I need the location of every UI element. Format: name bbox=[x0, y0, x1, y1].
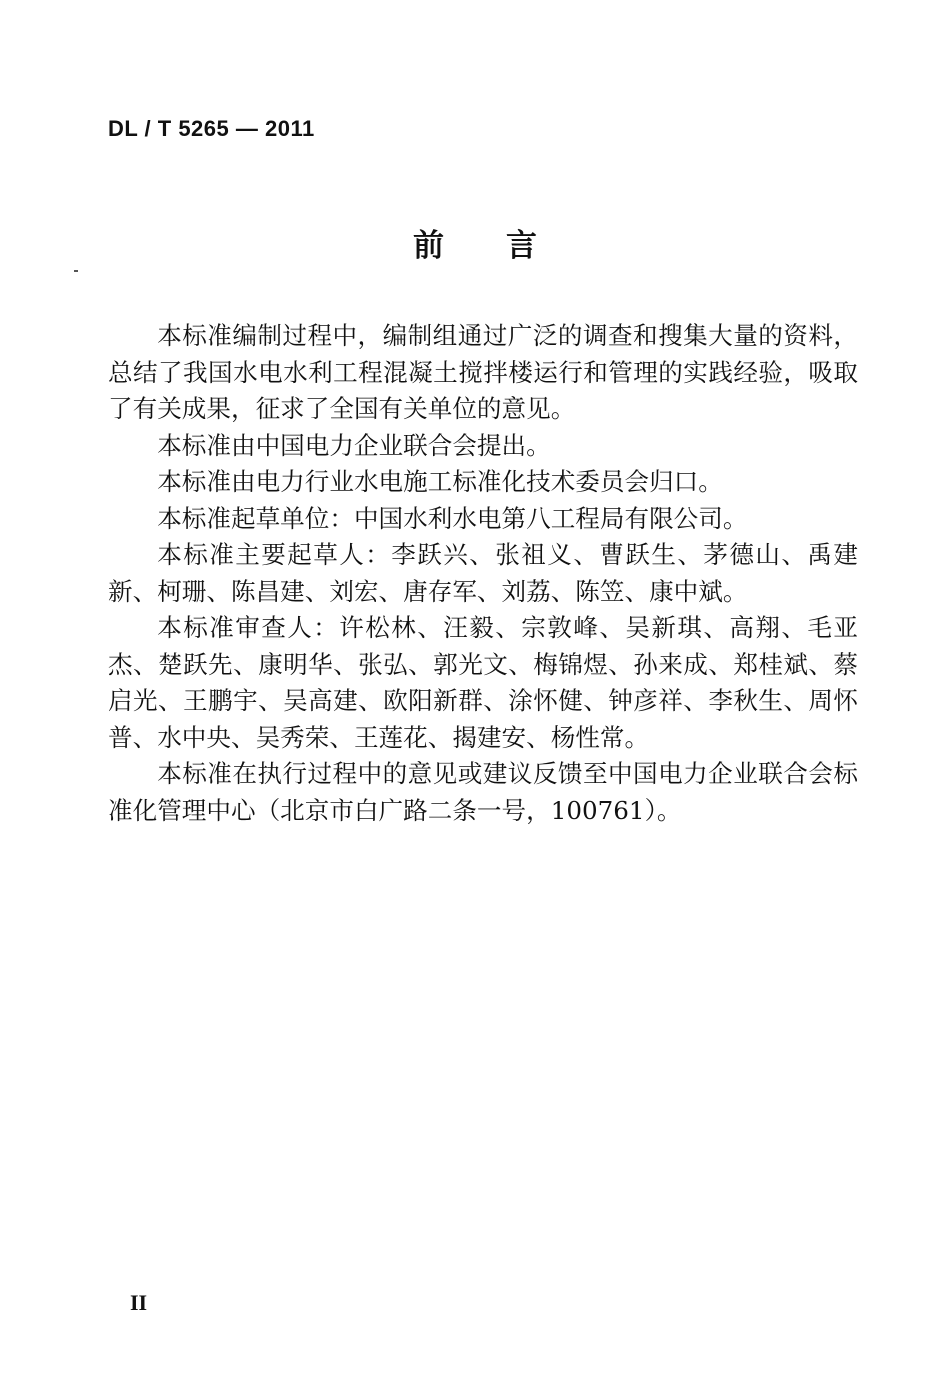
scan-speck bbox=[74, 270, 78, 272]
paragraph-reviewers: 本标准审查人：许松林、汪毅、宗敦峰、吴新琪、高翔、毛亚杰、楚跃先、康明华、张弘、郭光文、梅锦煜、孙来成、郑桂斌、蔡启光、王鹏宇、吴高建、欧阳新群、涂怀健、钟彦祥、李秋生、周怀普、水中央、吴秀荣、王莲花、揭建安、杨性常。 bbox=[108, 613, 858, 752]
paragraph-administrator: 本标准由电力行业水电施工标准化技术委员会归口。 bbox=[157, 467, 723, 496]
page-title: 前言 bbox=[413, 228, 599, 264]
preface-body bbox=[108, 318, 858, 829]
paragraph-drafting-unit: 本标准起草单位：中国水利水电第八工程局有限公司。 bbox=[157, 503, 748, 533]
paragraph-feedback: 本标准在执行过程中的意见或建议反馈至中国电力企业联合会标准化管理中心（北京市白广路二条一号，100761）。 bbox=[108, 759, 858, 825]
paragraph-compilation: 本标准编制过程中，编制组通过广泛的调查和搜集大量的资料，总结了我国水电水利工程混凝土搅拌楼运行和管理的实践经验，吸取了有关成果，征求了全国有关单位的意见。 bbox=[108, 321, 858, 423]
document-id: DL / T 5265 — 2011 bbox=[108, 116, 315, 141]
paragraph-proposer: 本标准由中国电力企业联合会提出。 bbox=[157, 430, 551, 460]
page-number: II bbox=[130, 1290, 148, 1315]
paragraph-main-drafters: 本标准主要起草人：李跃兴、张祖义、曹跃生、茅德山、禹建新、柯珊、陈昌建、刘宏、唐存军、刘荔、陈笠、康中斌。 bbox=[108, 540, 858, 606]
